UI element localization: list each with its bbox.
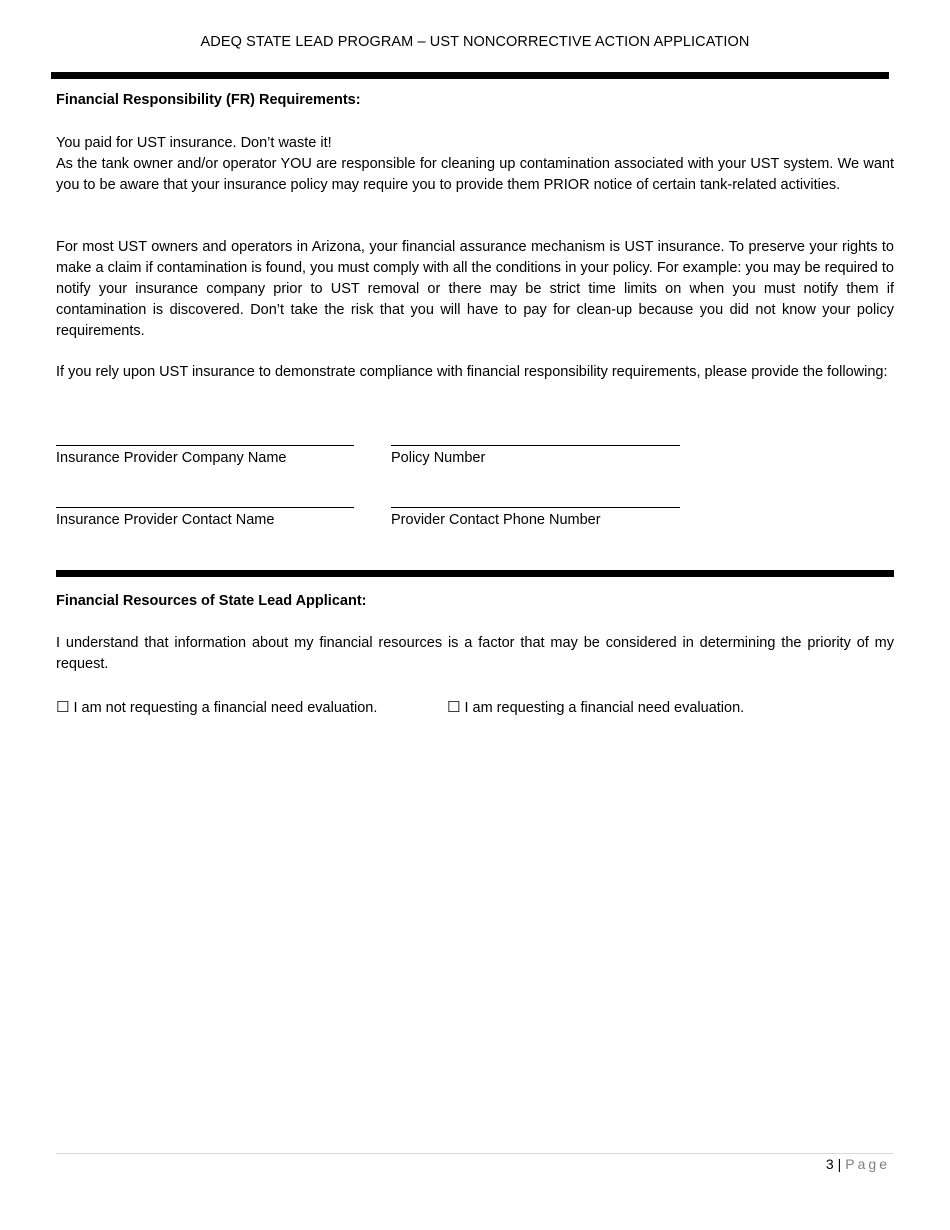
section-divider [56, 570, 894, 577]
policy-number-blank[interactable] [391, 431, 680, 446]
document-header-title: ADEQ STATE LEAD PROGRAM – UST NONCORRECTIVE ACTION APPLICATION [200, 34, 750, 50]
checkbox-icon[interactable]: ☐ [56, 698, 70, 716]
fr-paragraph-3: If you rely upon UST insurance to demonstrate compliance with financial responsibility requirements, please provide the following: [56, 364, 888, 380]
contact-phone-blank[interactable] [391, 493, 680, 508]
insurance-company-name-label: Insurance Provider Company Name [56, 450, 287, 466]
insurance-contact-name-blank[interactable] [56, 493, 354, 508]
footer-divider [56, 1153, 894, 1154]
footer-separator: | [837, 1156, 842, 1172]
contact-phone-field[interactable] [391, 493, 680, 529]
fr-paragraph-1: As the tank owner and/or operator YOU are responsible for cleaning up contamination associated with your UST system. We want you to be aware that your insurance policy may require you to provide them PRIOR notice of certain tank-related activities. [56, 156, 894, 193]
insurance-company-name-blank[interactable] [56, 431, 354, 446]
not-requesting-evaluation-option[interactable] [56, 697, 377, 719]
page-word: Page [845, 1156, 890, 1172]
contact-phone-label: Provider Contact Phone Number [391, 512, 601, 528]
resources-paragraph: I understand that information about my financial resources is a factor that may be considered in determining the priority of my request. [56, 635, 894, 672]
fr-section-title: Financial Responsibility (FR) Requirements: [56, 92, 361, 108]
requesting-evaluation-label: I am requesting a financial need evaluation. [464, 700, 745, 716]
resources-section-title: Financial Resources of State Lead Applicant: [56, 593, 367, 609]
fr-paragraph-2: For most UST owners and operators in Arizona, your financial assurance mechanism is UST insurance. To preserve your rights to make a claim if contamination is found, you must comply with all the conditions in your policy. For example: you may be required to notify your insurance company prior to UST removal or there may be strict time limits on when you must notify them if contamination is discovered. Don’t take the risk that you will have to pay for clean-up because you did not know your policy requirements. [56, 239, 894, 339]
policy-number-label: Policy Number [391, 450, 486, 466]
not-requesting-evaluation-label: I am not requesting a financial need evaluation. [73, 700, 378, 716]
page-footer [826, 1156, 890, 1172]
checkbox-icon[interactable]: ☐ [447, 698, 461, 716]
page-number: 3 [825, 1156, 834, 1172]
insurance-contact-name-label: Insurance Provider Contact Name [56, 512, 275, 528]
requesting-evaluation-option[interactable] [447, 697, 744, 719]
insurance-company-name-field[interactable] [56, 431, 354, 467]
insurance-contact-name-field[interactable] [56, 493, 354, 529]
header-divider [51, 72, 889, 79]
policy-number-field[interactable] [391, 431, 680, 467]
fr-intro-line: You paid for UST insurance. Don’t waste it! [56, 135, 332, 151]
